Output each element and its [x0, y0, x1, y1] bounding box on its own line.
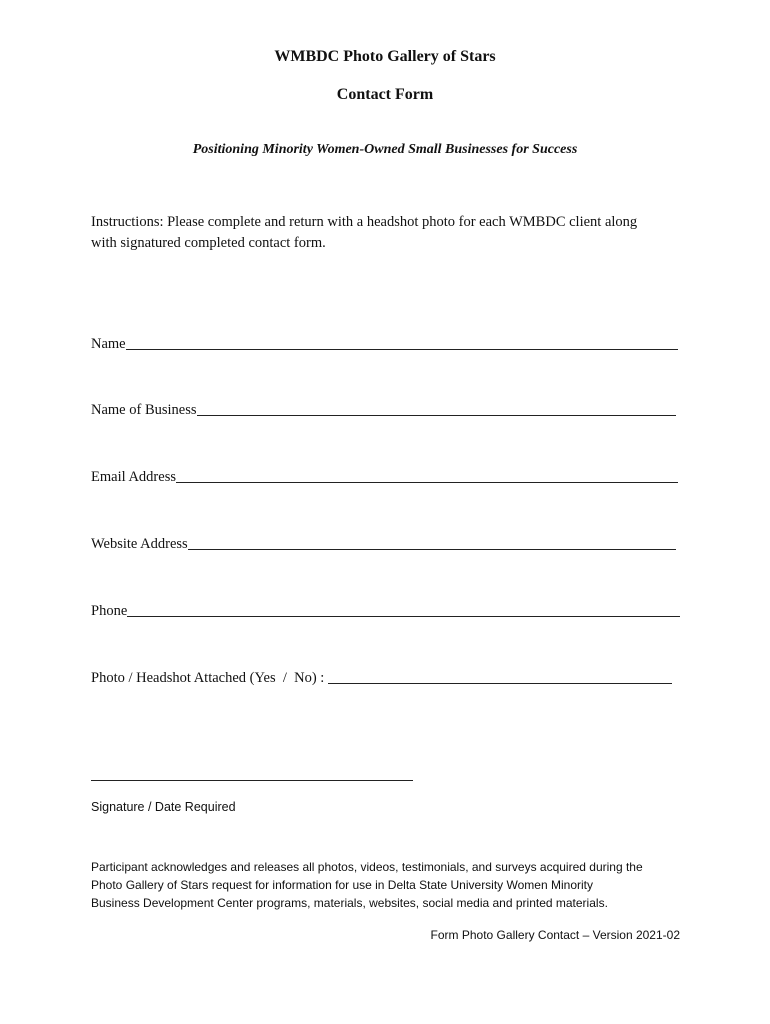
name-field[interactable] — [91, 333, 678, 353]
photo-attached-label: Photo / Headshot Attached (Yes / No) : — [91, 670, 325, 686]
website-label: Website Address — [91, 536, 188, 552]
photo-attached-field[interactable] — [91, 667, 672, 687]
acknowledgement-line: Photo Gallery of Stars request for information for use in Delta State University Women Minority — [91, 878, 593, 892]
email-field[interactable] — [91, 466, 678, 486]
website-field[interactable] — [91, 533, 676, 553]
acknowledgement-text — [91, 858, 683, 912]
name-input-line[interactable] — [126, 335, 678, 350]
form-version-footer: Form Photo Gallery Contact – Version 2021-02 — [430, 928, 680, 942]
business-name-field[interactable] — [91, 399, 676, 419]
instructions-line: Instructions: Please complete and return with a headshot photo for each WMBDC client along — [91, 214, 638, 230]
document-title: WMBDC Photo Gallery of Stars — [274, 48, 496, 65]
instructions — [91, 212, 681, 254]
email-input-line[interactable] — [176, 468, 678, 483]
photo-attached-input-line[interactable] — [328, 669, 672, 684]
name-label: Name — [91, 336, 126, 352]
email-label: Email Address — [91, 469, 176, 485]
acknowledgement-line: Business Development Center programs, materials, websites, social media and printed materials. — [91, 896, 608, 910]
website-input-line[interactable] — [188, 535, 676, 550]
signature-line[interactable] — [91, 780, 413, 781]
signature-label: Signature / Date Required — [91, 800, 236, 814]
instructions-line: with signatured completed contact form. — [91, 235, 326, 251]
business-name-label: Name of Business — [91, 402, 197, 418]
acknowledgement-line: Participant acknowledges and releases all photos, videos, testimonials, and surveys acquired during the — [91, 860, 643, 874]
phone-input-line[interactable] — [127, 602, 680, 617]
document-subtitle: Contact Form — [336, 86, 434, 103]
tagline: Positioning Minority Women-Owned Small Businesses for Success — [192, 142, 578, 157]
business-name-input-line[interactable] — [197, 401, 676, 416]
phone-label: Phone — [91, 603, 128, 619]
phone-field[interactable] — [91, 600, 680, 620]
